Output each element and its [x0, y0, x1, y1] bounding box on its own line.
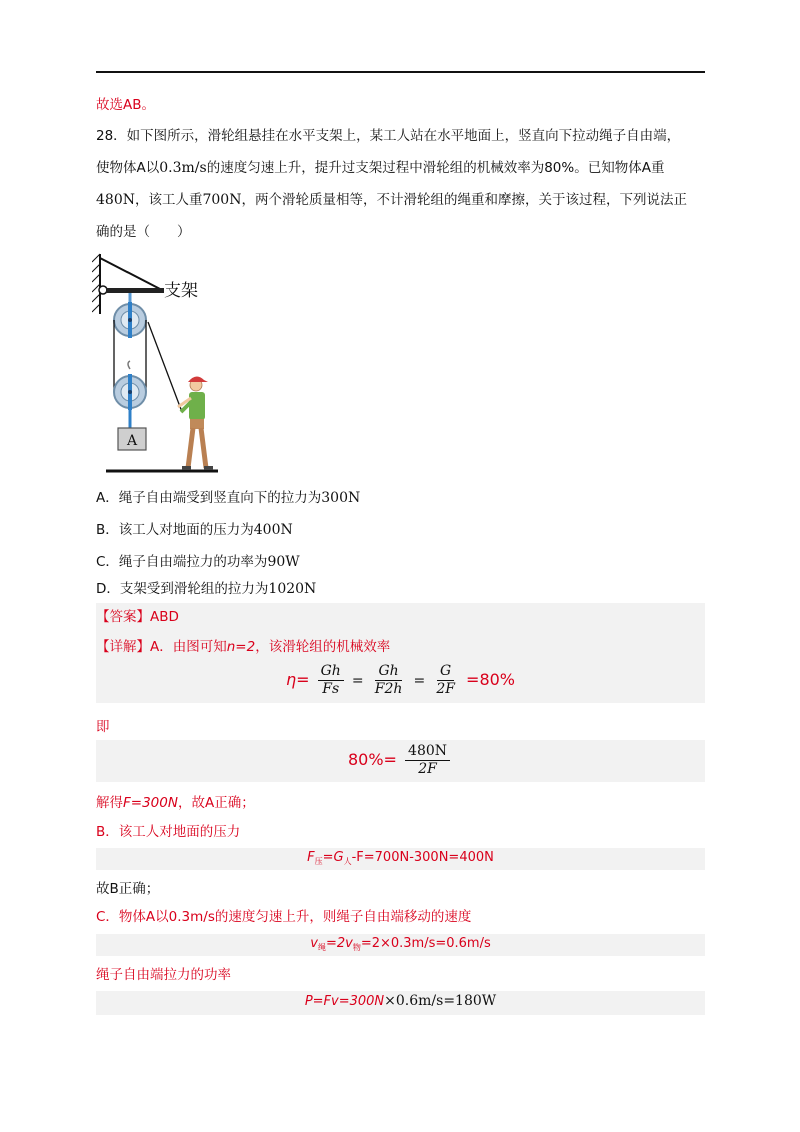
- solution-band-1: [96, 603, 705, 703]
- hinge-circle: [99, 286, 107, 294]
- part-c-title: C．物体A以0.3m/s的速度匀速上升，则绳子自由端移动的速度: [96, 909, 472, 925]
- part-b-title: B．该工人对地面的压力: [96, 824, 241, 840]
- question-line-4: 确的是（ ）: [96, 224, 191, 240]
- solution-band-4: [96, 934, 705, 956]
- efficiency-formula: η= $\frac{Gh}{Fs}$ = $\frac{Gh}{F2h}$ = $\frac{G}{2F}$ =80%: [285, 663, 515, 697]
- power-title: 绳子自由端拉力的功率: [96, 967, 231, 983]
- bracket-bar: [106, 288, 164, 293]
- solution-band-5: [96, 991, 705, 1015]
- pulley-figure: [92, 252, 222, 474]
- bracket-triangle: [100, 258, 162, 290]
- ji-text: 即: [96, 719, 110, 735]
- option-b: B．该工人对地面的压力为400N: [96, 522, 293, 538]
- worker-figure: [178, 376, 213, 470]
- wall-hatching: [92, 254, 100, 312]
- question-line-1: 28．如下图所示，滑轮组悬挂在水平支架上，某工人站在水平地面上，竖直向下拉动绳子自由端，: [96, 128, 681, 144]
- option-d: D．支架受到滑轮组的拉力为1020N: [96, 581, 317, 597]
- solve-f: 解得F=300N，故A正确；: [96, 795, 255, 811]
- answer-text: 【答案】ABD: [96, 609, 179, 625]
- efficiency-equation: 80%= $\frac{480N}{2F}$: [96, 743, 705, 778]
- option-c: C．绳子自由端拉力的功率为90W: [96, 554, 300, 570]
- block-a-label: A: [126, 433, 138, 449]
- question-line-2: 使物体A以0.3m/s的速度匀速上升，提升过支架过程中滑轮组的机械效率为80%。已知物体A重: [96, 160, 665, 176]
- solution-band-3: [96, 848, 705, 870]
- power-equation: P=Fv=300N×0.6m/s=180W: [304, 993, 497, 1009]
- solution-band-2: [96, 740, 705, 782]
- bracket-label: 支架: [164, 281, 198, 301]
- previous-answer: 故选AB。: [96, 97, 155, 113]
- detail-intro: 【详解】A．由图可知n=2，该滑轮组的机械效率: [96, 639, 391, 655]
- pressure-equation: $F_压=G_人-F=700N-300N=400N$: [307, 850, 494, 866]
- option-a: A．绳子自由端受到竖直向下的拉力为300N: [96, 490, 361, 506]
- header-rule: [96, 71, 705, 73]
- velocity-equation: $v_绳=2v_物=2\times 0.3m/s=0.6m/s$: [310, 936, 491, 952]
- question-line-3: 480N，该工人重700N，两个滑轮质量相等，不计滑轮组的绳重和摩擦，关于该过程，下列说法正: [96, 192, 687, 208]
- part-b-conclusion: 故B正确；: [96, 881, 160, 897]
- rope-free-end: [148, 322, 182, 412]
